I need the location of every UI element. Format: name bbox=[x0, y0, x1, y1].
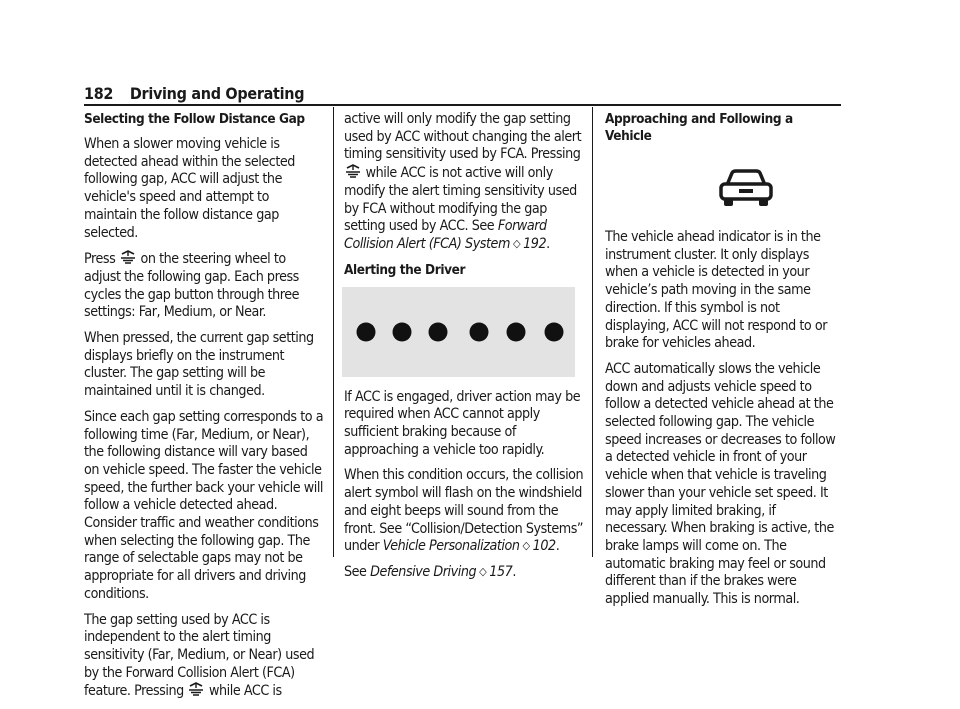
collision-alert-lights bbox=[342, 287, 575, 377]
page-number: 182 bbox=[84, 84, 114, 103]
section-title: Driving and Operating bbox=[129, 84, 305, 103]
page-reference-icon: ◇ bbox=[479, 564, 487, 578]
xref-page[interactable]: 157 bbox=[489, 563, 513, 580]
paragraph: active will only modify the gap setting used by ACC without changing the alert timing sensitivity used by FCA. Pressing while ACC is not active will only modify the alert timing sensitivity used by FCA without modifying the gap setting used by ACC. See Forward Collision Alert (FCA) System ◇ 192. bbox=[344, 111, 582, 252]
header-rule bbox=[84, 104, 841, 106]
follow-gap-icon bbox=[344, 164, 362, 178]
paragraph: If ACC is engaged, driver action may be required when ACC cannot apply sufficient braking because of approaching a vehicle too rapidly. bbox=[344, 388, 581, 458]
page-reference-icon: ◇ bbox=[512, 236, 521, 250]
page-header bbox=[84, 84, 304, 103]
paragraph-text: The gap setting used by ACC is independent to the alert timing sensitivity (Far, Medium, or Near) used by the Forward Collision Alert (FCA) feature. Pressing bbox=[84, 611, 315, 700]
collision-alert-image bbox=[342, 287, 575, 377]
paragraph-text: When this condition occurs, the collision alert symbol will flash on the windshield and eight beeps will sound from the front. See “Collision/Detection Systems” under bbox=[344, 467, 584, 555]
paragraph-text: while ACC is not active will only modify the alert timing sensitivity used by FCA without modifying the gap setting used by ACC. See bbox=[344, 165, 577, 235]
xref-page[interactable]: 192 bbox=[523, 235, 547, 252]
column-3 bbox=[605, 111, 841, 617]
paragraph: ACC automatically slows the vehicle down and adjusts vehicle speed to follow a detected vehicle ahead at the selected following gap. The vehicle speed increases or decreases to follow a detected vehicle in front of your vehicle when that vehicle is traveling slower than your vehicle set speed. It may apply limited braking, if necessary. When braking is active, the brake lamps will come on. The automatic braking may feel or sound different than if the brakes were applied manually. This is normal. bbox=[605, 360, 836, 608]
xref-link[interactable]: Defensive Driving bbox=[370, 563, 477, 580]
paragraph: When pressed, the current gap setting displays briefly on the instrument cluster. The gap setting will be maintained until it is changed. bbox=[84, 330, 314, 400]
paragraph bbox=[84, 612, 324, 702]
paragraph-text: Press bbox=[84, 251, 116, 268]
paragraph-text: on the steering wheel to adjust the following gap. Each press cycles the gap button through three settings: Far, Medium, or Near. bbox=[84, 251, 300, 321]
paragraph-text: See bbox=[344, 563, 367, 580]
vehicle-ahead-icon bbox=[717, 167, 775, 209]
xref-link[interactable]: Forward Collision Alert (FCA) System bbox=[344, 218, 547, 252]
paragraph-text: active will only modify the gap setting used by ACC without changing the alert timing sensitivity used by FCA. Pressing bbox=[344, 111, 582, 163]
column-divider bbox=[592, 107, 593, 557]
paragraph: When a slower moving vehicle is detected ahead within the selected following gap, ACC will adjust the vehicle's speed and attempt to maintain the follow distance gap selected. bbox=[84, 136, 295, 241]
paragraph: See Defensive Driving ◇ 157. bbox=[344, 563, 516, 580]
follow-gap-icon bbox=[119, 250, 137, 264]
follow-gap-icon bbox=[187, 682, 205, 696]
paragraph: When this condition occurs, the collision alert symbol will flash on the windshield and eight beeps will sound from the front. See “Collision/Detection Systems” under Vehicle Personalization ◇ 102. bbox=[344, 467, 584, 555]
column-2 bbox=[344, 111, 584, 590]
heading-approaching-following: Approaching and Following a Vehicle bbox=[605, 111, 793, 144]
heading-follow-distance-gap: Selecting the Follow Distance Gap bbox=[84, 111, 305, 127]
column-1 bbox=[84, 111, 324, 709]
paragraph: The vehicle ahead indicator is in the instrument cluster. It only displays when a vehicle is detected in your vehicle’s path moving in the same direction. If this symbol is not displaying, ACC will not respond to or brake for vehicles ahead. bbox=[605, 229, 828, 352]
column-divider bbox=[333, 107, 334, 557]
heading-alerting-driver: Alerting the Driver bbox=[344, 261, 466, 278]
paragraph bbox=[84, 250, 324, 322]
xref-page[interactable]: 102 bbox=[532, 538, 556, 555]
xref-link[interactable]: Vehicle Personalization bbox=[382, 538, 520, 555]
paragraph: Since each gap setting corresponds to a following time (Far, Medium, or Near), the following distance will vary based on vehicle speed. The faster the vehicle speed, the further back your vehicle will follow a vehicle detected ahead. Consider traffic and weather conditions when selecting the following gap. The range of selectable gaps may not be appropriate for all drivers and driving conditions. bbox=[84, 408, 324, 602]
page-reference-icon: ◇ bbox=[522, 539, 530, 553]
paragraph-text: while ACC is bbox=[209, 683, 282, 700]
